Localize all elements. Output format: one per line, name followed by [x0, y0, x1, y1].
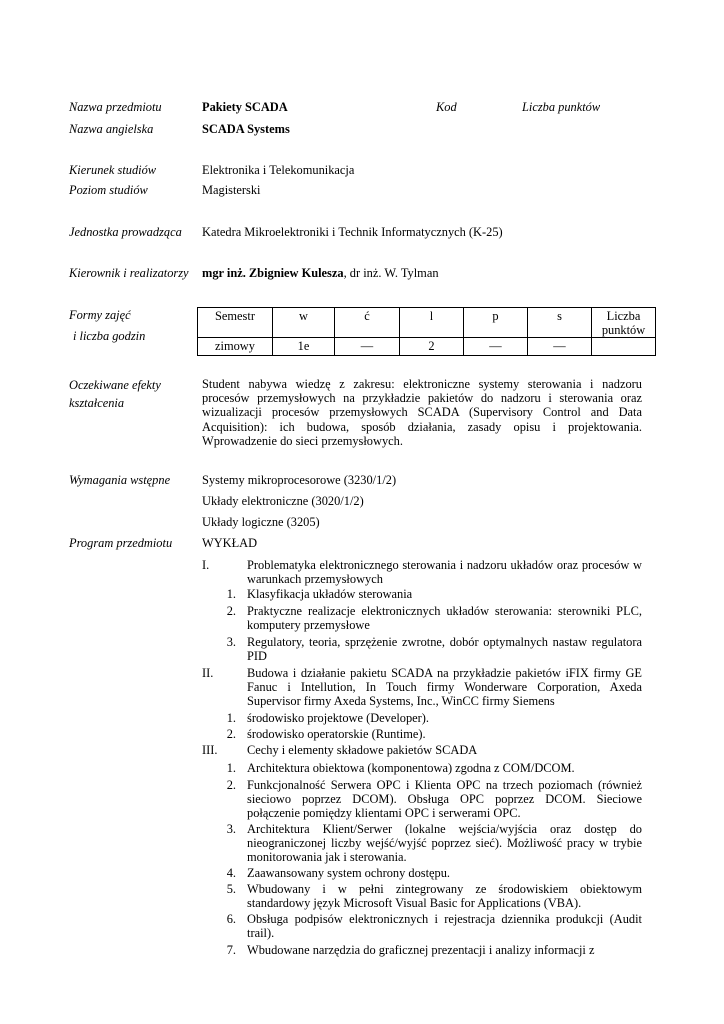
requirement-item: Układy elektroniczne (3020/1/2) — [202, 494, 364, 508]
table-cell: — — [464, 338, 528, 356]
section-title: Budowa i działanie pakietu SCADA na przykładzie pakietów iFIX firmy GE Fanuc i Intellution, In Touch firmy Wonderware Corporation, Axeda Supervisor firmy Axeda Systems, Inc., WinCC firmy Siemens — [247, 666, 642, 709]
item-number: 6. — [226, 912, 236, 926]
table-header-cell: w — [273, 308, 335, 338]
level-label: Poziom studiów — [69, 183, 148, 197]
level-value: Magisterski — [202, 183, 261, 197]
item-number: 1. — [226, 761, 236, 775]
program-label: Program przedmiotu — [69, 536, 173, 550]
item-number: 2. — [226, 604, 236, 618]
table-cell — [592, 338, 656, 356]
table-cell: zimowy — [198, 338, 273, 356]
table-row — [198, 338, 656, 356]
section-number: III. — [202, 743, 218, 757]
table-header-row — [198, 308, 656, 338]
item-number: 1. — [226, 711, 236, 725]
table-header-cell: Liczba punktów — [592, 308, 656, 338]
table-header-cell: ć — [335, 308, 400, 338]
list-item: środowisko operatorskie (Runtime). — [247, 727, 426, 741]
list-item: Klasyfikacja układów sterowania — [247, 587, 413, 601]
table-header-cell: l — [400, 308, 464, 338]
outcomes-text: Student nabywa wiedzę z zakresu: elektroniczne systemy sterowania i nadzoru procesów przemysłowych na przykładzie pakietów do nadzoru i sterowania oraz wizualizacji procesów przemysłowych SCADA (Supervisory Control and Data Acquisition): ich budowa, sposób działania, zasady opisu i projektowania. Wprowadzenie do sieci przemysłowych. — [202, 377, 642, 448]
section-title: Cechy i elementy składowe pakietów SCADA — [247, 743, 478, 757]
table-cell: — — [335, 338, 400, 356]
table-header-cell: p — [464, 308, 528, 338]
subject-name-label: Nazwa przedmiotu — [69, 100, 162, 114]
english-name-label: Nazwa angielska — [69, 122, 154, 136]
staff-label: Kierownik i realizatorzy — [69, 266, 189, 280]
item-number: 2. — [226, 778, 236, 792]
list-item: Wbudowane narzędzia do graficznej prezentacji i analizy informacji z — [247, 943, 595, 957]
list-item: Regulatory, teoria, sprzężenie zwrotne, dobór optymalnych nastaw regulatora PID — [247, 635, 642, 664]
table-cell: 2 — [400, 338, 464, 356]
list-item: Praktyczne realizacje elektronicznych układów sterowania: sterowniki PLC, komputery przemysłowe — [247, 604, 642, 633]
field-value: Elektronika i Telekomunikacja — [202, 163, 355, 177]
field-label: Kierunek studiów — [69, 163, 157, 177]
table-cell: 1e — [273, 338, 335, 356]
points-label: Liczba punktów — [522, 100, 601, 114]
list-item: Architektura obiektowa (komponentowa) zgodna z COM/DCOM. — [247, 761, 575, 775]
hours-table — [197, 307, 656, 356]
section-title: Problematyka elektronicznego sterowania i nadzoru układów oraz procesów w warunkach przemysłowych — [247, 558, 642, 587]
staff-value: mgr inż. Zbigniew Kulesza, dr inż. W. Tylman — [202, 266, 439, 280]
list-item: środowisko projektowe (Developer). — [247, 711, 430, 725]
unit-label: Jednostka prowadząca — [69, 225, 182, 239]
requirement-item: Układy logiczne (3205) — [202, 515, 320, 529]
section-number: I. — [202, 558, 210, 572]
item-number: 4. — [226, 866, 236, 880]
item-number: 3. — [226, 635, 236, 649]
lecture-heading: WYKŁAD — [202, 536, 258, 550]
requirement-item: Systemy mikroprocesorowe (3230/1/2) — [202, 473, 397, 487]
list-item: Obsługa podpisów elektronicznych i rejestracja dziennika produkcji (Audit trail). — [247, 912, 642, 941]
requirements-label: Wymagania wstępne — [69, 473, 171, 487]
table-header-cell: s — [528, 308, 592, 338]
item-number: 3. — [226, 822, 236, 836]
table-header-cell: Semestr — [198, 308, 273, 338]
table-cell: — — [528, 338, 592, 356]
item-number: 5. — [226, 882, 236, 896]
english-name-value: SCADA Systems — [202, 122, 290, 136]
code-label: Kod — [436, 100, 457, 114]
subject-name-value: Pakiety SCADA — [202, 100, 288, 114]
section-number: II. — [202, 666, 214, 680]
list-item: Zaawansowany system ochrony dostępu. — [247, 866, 451, 880]
forms-label: Formy zajęć — [69, 308, 131, 322]
item-number: 7. — [226, 943, 236, 957]
unit-value: Katedra Mikroelektroniki i Technik Informatycznych (K-25) — [202, 225, 503, 239]
outcomes-label-2: kształcenia — [69, 396, 125, 410]
item-number: 1. — [226, 587, 236, 601]
list-item: Wbudowany i w pełni zintegrowany ze środowiskiem obiektowym standardowy język Microsoft Visual Basic for Applications (VBA). — [247, 882, 642, 911]
forms-label-2: i liczba godzin — [73, 329, 146, 343]
outcomes-label: Oczekiwane efekty — [69, 378, 161, 392]
item-number: 2. — [226, 727, 236, 741]
list-item: Architektura Klient/Serwer (lokalne wejścia/wyjścia oraz dostęp do nieograniczonej liczby wejść/wyjść poprzez sieć). Możliwość pracy w trybie monitorowania jak i sterowania. — [247, 822, 642, 865]
list-item: Funkcjonalność Serwera OPC i Klienta OPC na trzech poziomach (również sieciowo poprzez DCOM). Obsługa OPC poprzez DCOM. Sieciowe połączenie pomiędzy klientami OPC i serwerami OPC. — [247, 778, 642, 821]
